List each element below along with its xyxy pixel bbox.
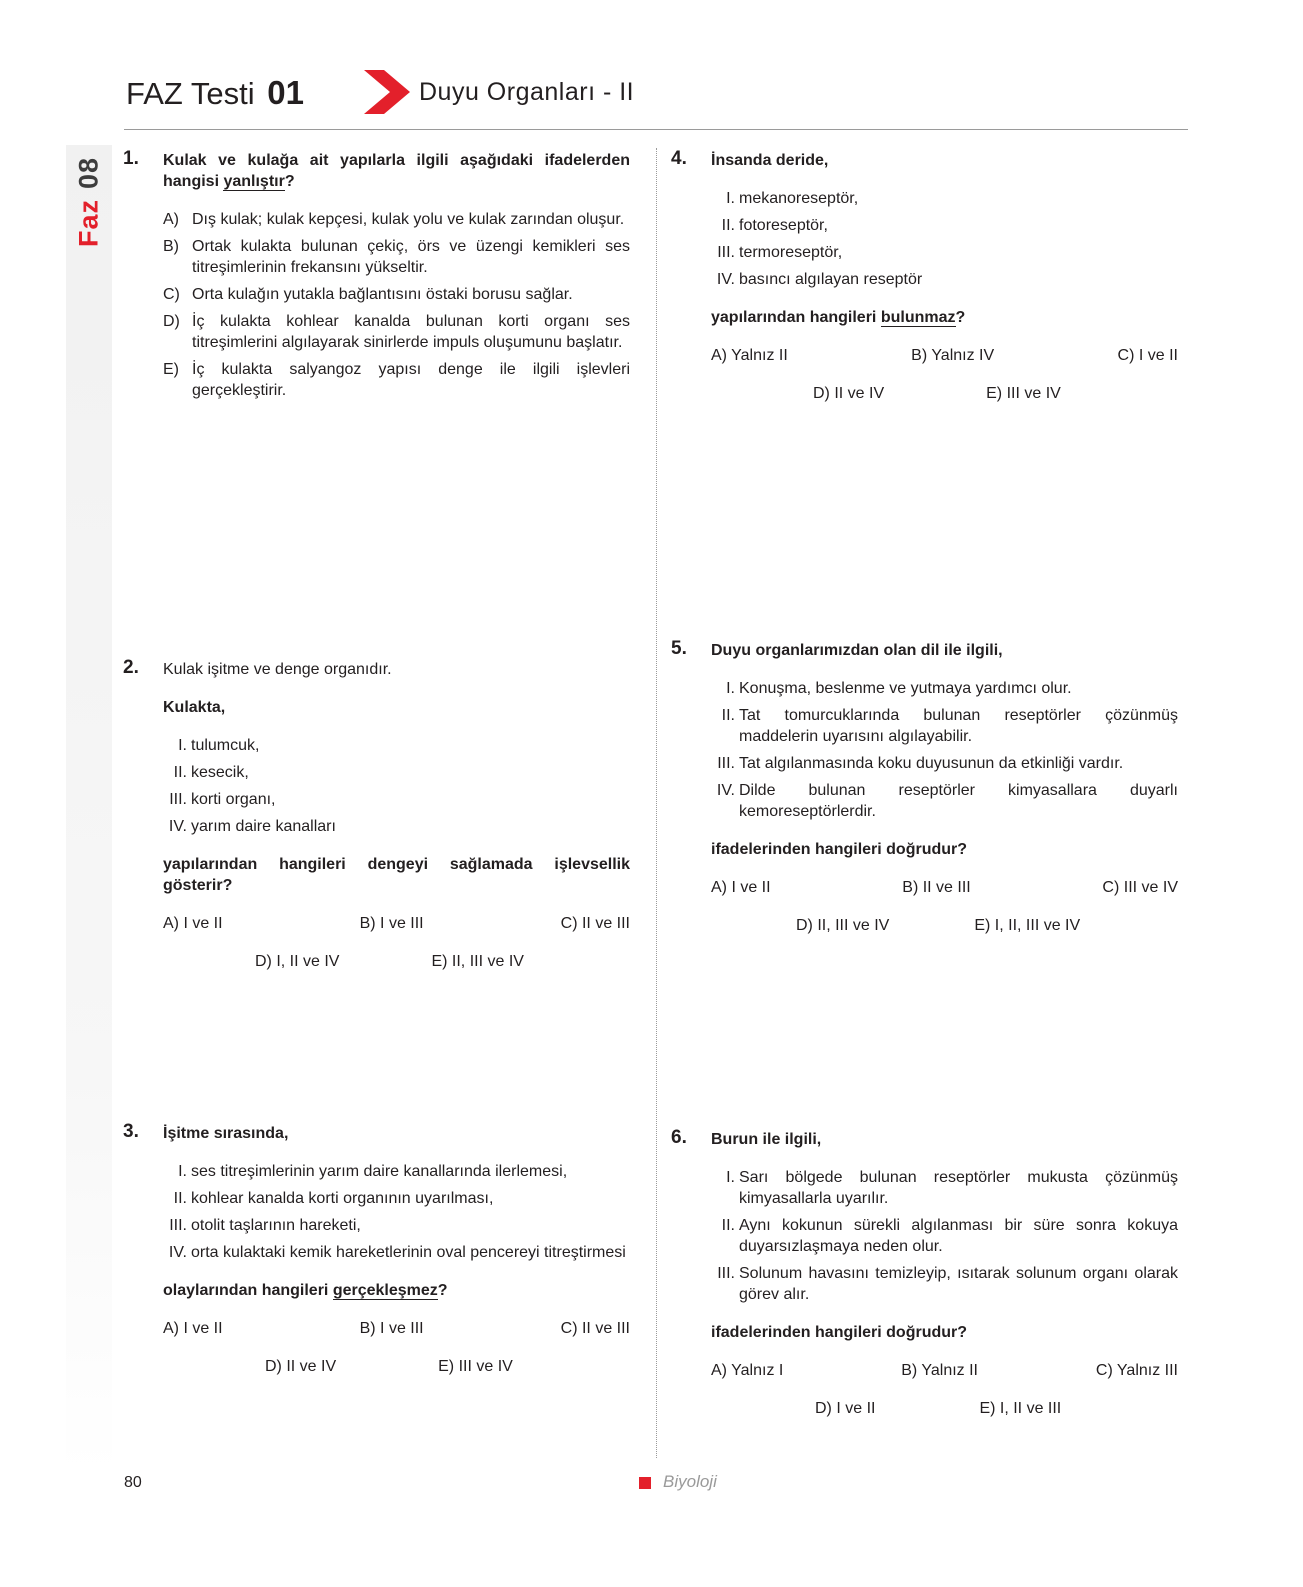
option-c[interactable]: C) II ve III xyxy=(560,915,630,932)
page-header xyxy=(126,70,1186,120)
statement-item: II. kohlear kanalda korti organının uyarılması, xyxy=(173,1190,494,1207)
statement-item: IV. Dilde bulunan reseptörler kimyasallara duyarlı kemoreseptörlerdir. xyxy=(716,782,1178,820)
answer-row-1 xyxy=(711,1360,1178,1381)
option-a[interactable]: A) Yalnız II xyxy=(711,347,788,364)
statement-item: IV. yarım daire kanalları xyxy=(168,818,336,835)
option-c[interactable]: C) Orta kulağın yutakla bağlantısını östaki borusu sağlar. xyxy=(163,286,573,303)
option-e[interactable]: E) I, II, III ve IV xyxy=(974,917,1081,934)
option-b[interactable]: B) II ve III xyxy=(902,879,971,896)
faz-number: 08 xyxy=(73,156,104,190)
option-e[interactable]: E) II, III ve IV xyxy=(431,953,524,970)
statement-item: II. kesecik, xyxy=(173,764,249,781)
statement-item: III. Tat algılanmasında koku duyusunun da etkinliği vardır. xyxy=(717,755,1124,772)
statement-item: IV. orta kulaktaki kemik hareketlerinin oval pencereyi titreştirmesi xyxy=(168,1244,626,1261)
question-number: 6. xyxy=(671,1127,687,1148)
option-e[interactable]: E) I, II ve III xyxy=(979,1400,1062,1417)
option-b[interactable]: B) Yalnız II xyxy=(901,1362,978,1379)
answer-row-2 xyxy=(163,1356,630,1377)
option-d[interactable]: D) İç kulakta kohlear kanalda bulunan korti organı ses titreşimlerini algılayarak sinirlerde impuls oluşumunu başlatır. xyxy=(163,313,630,351)
question-lead: Burun ile ilgili, xyxy=(711,1131,822,1148)
question-lead: İnsanda deride, xyxy=(711,152,829,169)
question-closing: ifadelerinden hangileri doğrudur? xyxy=(711,1324,968,1341)
statement-list xyxy=(163,1161,630,1263)
question-closing: yapılarından hangileri dengeyi sağlamada işlevsellik gösterir? xyxy=(163,856,630,894)
header-divider xyxy=(124,129,1188,130)
option-d[interactable]: D) I, II ve IV xyxy=(255,953,340,970)
answer-row-2 xyxy=(711,383,1178,404)
statement-item: II. Tat tomurcuklarında bulunan reseptörler çözünmüş maddelerin uyarısını algılayabilir. xyxy=(721,707,1178,745)
question-closing: olaylarından hangileri gerçekleşmez? xyxy=(163,1282,448,1299)
statement-item: III. termoreseptör, xyxy=(717,244,843,261)
footer-subject: Biyoloji xyxy=(663,1472,717,1491)
question-6 xyxy=(671,1127,1178,1419)
statement-list xyxy=(711,678,1178,822)
answer-row-2 xyxy=(711,1398,1178,1419)
option-d[interactable]: D) II, III ve IV xyxy=(796,917,890,934)
statement-item: I. Konuşma, beslenme ve yutmaya yardımcı olur. xyxy=(726,680,1072,697)
faz-label: Faz xyxy=(73,199,104,248)
question-5 xyxy=(671,638,1178,936)
question-stem: Kulak ve kulağa ait yapılarla ilgili aşağıdaki ifadelerden hangisi yanlıştır? xyxy=(163,152,630,190)
option-b[interactable]: B) Ortak kulakta bulunan çekiç, örs ve üzengi kemikleri ses titreşimlerinin frekansını yükseltir. xyxy=(163,238,630,276)
test-label: FAZ Testi xyxy=(126,76,255,111)
answer-row-2 xyxy=(711,915,1178,936)
statement-item: I. ses titreşimlerinin yarım daire kanallarında ilerlemesi, xyxy=(178,1163,568,1180)
question-2 xyxy=(123,657,630,972)
chapter-subject: Duyu Organları - II xyxy=(419,78,635,106)
statement-item: I. mekanoreseptör, xyxy=(726,190,859,207)
column-divider xyxy=(656,148,657,1458)
option-e[interactable]: E) İç kulakta salyangoz yapısı denge ile ilgili işlevleri gerçekleştirir. xyxy=(163,361,630,399)
answer-row-1 xyxy=(711,345,1178,366)
option-d[interactable]: D) II ve IV xyxy=(813,385,885,402)
answer-row-1 xyxy=(163,913,630,934)
page-number: 80 xyxy=(124,1474,142,1491)
chevron-right-icon xyxy=(364,70,410,114)
statement-item: I. tulumcuk, xyxy=(178,737,260,754)
square-bullet-icon xyxy=(639,1477,651,1489)
faz-logo xyxy=(66,150,112,260)
test-number: 01 xyxy=(267,74,304,111)
question-3 xyxy=(123,1121,630,1377)
option-d[interactable]: D) II ve IV xyxy=(265,1358,337,1375)
option-c[interactable]: C) II ve III xyxy=(560,1320,630,1337)
statement-list xyxy=(711,188,1178,290)
question-1 xyxy=(123,148,630,407)
option-c[interactable]: C) III ve IV xyxy=(1102,879,1178,896)
option-b[interactable]: B) I ve III xyxy=(359,1320,424,1337)
statement-item: III. Solunum havasını temizleyip, ısıtarak solunum organı olarak görev alır. xyxy=(717,1265,1178,1303)
option-b[interactable]: B) Yalnız IV xyxy=(911,347,995,364)
statement-list xyxy=(163,735,630,837)
statement-list xyxy=(711,1167,1178,1305)
statement-item: I. Sarı bölgede bulunan reseptörler mukusta çözünmüş kimyasallarla uyarılır. xyxy=(726,1169,1178,1207)
statement-item: III. otolit taşlarının hareketi, xyxy=(169,1217,361,1234)
question-lead: İşitme sırasında, xyxy=(163,1125,289,1142)
question-lead: Duyu organlarımızdan olan dil ile ilgili, xyxy=(711,642,1003,659)
option-c[interactable]: C) Yalnız III xyxy=(1095,1362,1178,1379)
test-title xyxy=(126,74,304,112)
question-number: 2. xyxy=(123,657,139,678)
option-a[interactable]: A) I ve II xyxy=(163,915,223,932)
answer-row-1 xyxy=(711,877,1178,898)
question-closing: ifadelerinden hangileri doğrudur? xyxy=(711,841,968,858)
statement-item: III. korti organı, xyxy=(169,791,276,808)
question-number: 3. xyxy=(123,1121,139,1142)
statement-item: II. fotoreseptör, xyxy=(721,217,828,234)
statement-item: IV. basıncı algılayan reseptör xyxy=(716,271,923,288)
option-d[interactable]: D) I ve II xyxy=(815,1400,876,1417)
question-intro: Kulak işitme ve denge organıdır. xyxy=(163,661,392,678)
statement-item: II. Aynı kokunun sürekli algılanması bir süre sonra kokuya duyarsızlaşmaya neden olur. xyxy=(721,1217,1178,1255)
option-e[interactable]: E) III ve IV xyxy=(438,1358,513,1375)
option-a[interactable]: A) I ve II xyxy=(163,1320,223,1337)
option-a[interactable]: A) Dış kulak; kulak kepçesi, kulak yolu ve kulak zarından oluşur. xyxy=(163,211,625,228)
sidebar-strip xyxy=(66,145,112,1475)
option-b[interactable]: B) I ve III xyxy=(359,915,424,932)
option-list xyxy=(163,209,630,401)
question-number: 5. xyxy=(671,638,687,659)
answer-row-2 xyxy=(163,951,630,972)
question-lead: Kulakta, xyxy=(163,699,226,716)
answer-row-1 xyxy=(163,1318,630,1339)
option-a[interactable]: A) Yalnız I xyxy=(711,1362,784,1379)
option-c[interactable]: C) I ve II xyxy=(1117,347,1178,364)
option-e[interactable]: E) III ve IV xyxy=(986,385,1061,402)
question-closing: yapılarından hangileri bulunmaz? xyxy=(711,309,966,326)
option-a[interactable]: A) I ve II xyxy=(711,879,771,896)
question-4 xyxy=(671,148,1178,404)
question-number: 4. xyxy=(671,148,687,169)
question-number: 1. xyxy=(123,148,139,169)
